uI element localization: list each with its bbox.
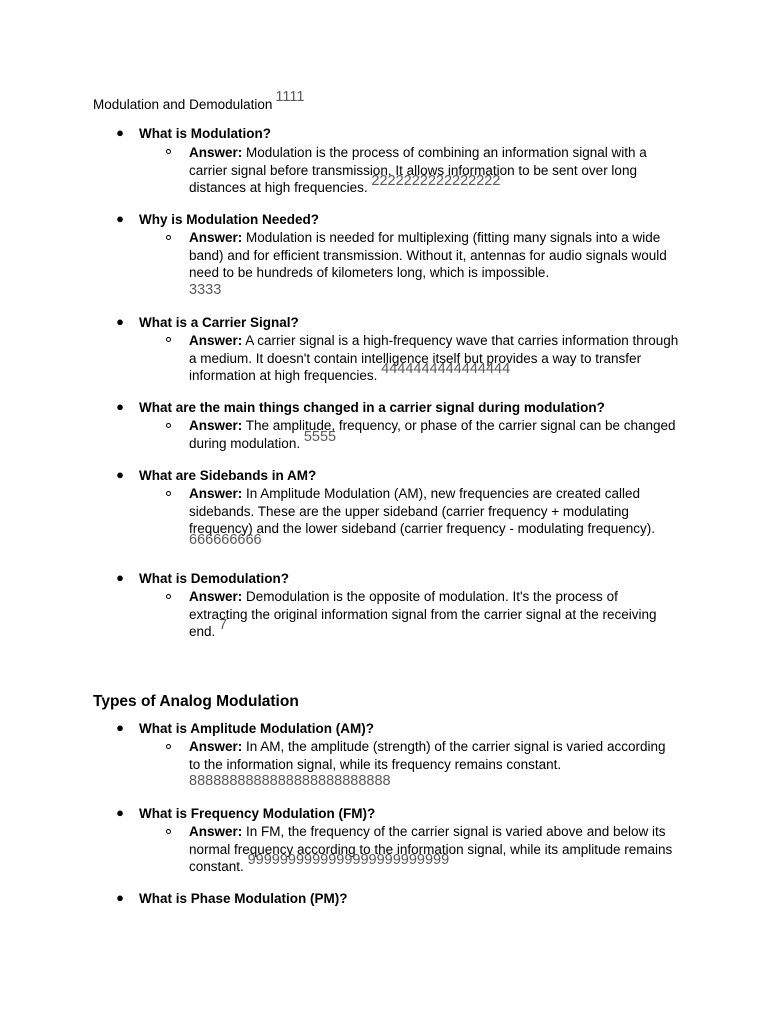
question-heading: What is Demodulation? (139, 571, 289, 586)
answer-paragraph: Answer: In Amplitude Modulation (AM), new frequencies are created called sidebands. These are the upper sideband (carrier frequency + modulating frequency) and the lower sideband (carrier frequency - modulating frequency). 666666666 (189, 486, 655, 548)
bullet-icon: ● (116, 399, 124, 414)
answer-marker: 5555 (303, 428, 337, 445)
document-title: Modulation and Demodulation 1111 (93, 89, 305, 112)
answer-label: Answer: (189, 145, 243, 160)
answer-paragraph: Answer: The amplitude, frequency, or phase of the carrier signal can be changed during modulation. 5555 (189, 418, 676, 451)
answer-paragraph: Answer: Demodulation is the opposite of modulation. It's the process of extracting the original information signal from the carrier signal at the receiving end. 7 (189, 589, 657, 639)
circle-bullet-icon (166, 829, 171, 834)
circle-bullet-icon (166, 337, 171, 342)
bullet-icon: ● (116, 467, 124, 482)
bullet-icon: ● (116, 805, 124, 820)
circle-bullet-icon (166, 744, 171, 749)
answer-paragraph: Answer: Modulation is the process of combining an information signal with a carrier signal before transmission. It allows information to be sent over long distances at high frequencies. 2222222222222222 (189, 145, 647, 195)
circle-bullet-icon (166, 149, 171, 154)
circle-bullet-icon (166, 235, 171, 240)
bullet-icon: ● (116, 314, 124, 329)
circle-bullet-icon (166, 594, 171, 599)
answer-label: Answer: (189, 589, 243, 604)
answer-marker: 3333 (189, 281, 222, 298)
circle-bullet-icon (166, 423, 171, 428)
bullet-icon: ● (116, 570, 124, 585)
section-heading: Types of Analog Modulation (93, 693, 299, 710)
answer-label: Answer: (189, 824, 243, 839)
answer-label: Answer: (189, 333, 243, 348)
circle-bullet-icon (166, 491, 171, 496)
question-heading: What is Amplitude Modulation (AM)? (139, 721, 374, 736)
answer-label: Answer: (189, 486, 243, 501)
question-heading: What are the main things changed in a carrier signal during modulation? (139, 400, 605, 415)
bullet-icon: ● (116, 720, 124, 735)
answer-marker: 9999999999999999999999999 (247, 852, 450, 868)
answer-paragraph: Answer: Modulation is needed for multiplexing (fitting many signals into a wide band) and for efficient transmission. Without it, antennas for audio signals would need to be hundreds of kilometers long, which is impossible. 3333 (189, 229, 679, 299)
answer-paragraph: Answer: In FM, the frequency of the carrier signal is varied above and below its normal frequency according to the information signal, while its amplitude remains constant. 9999999999999999999999999 (189, 824, 673, 874)
answer-marker: 2222222222222222 (371, 173, 501, 189)
answer-marker: 8888888888888888888888888 (189, 773, 391, 789)
answer-label: Answer: (189, 230, 243, 245)
question-heading: What is Modulation? (139, 126, 271, 141)
bullet-icon: ● (116, 125, 124, 140)
question-heading: What are Sidebands in AM? (139, 468, 317, 483)
answer-marker: 666666666 (189, 531, 262, 548)
question-heading: Why is Modulation Needed? (139, 212, 320, 227)
bullet-icon: ● (116, 890, 124, 905)
answer-paragraph: Answer: In AM, the amplitude (strength) of the carrier signal is varied according to the information signal, while its frequency remains constant. 8888888888888888888888888 (189, 738, 679, 791)
title-marker: 1111 (275, 89, 305, 105)
question-heading: What is Phase Modulation (PM)? (139, 891, 348, 906)
answer-label: Answer: (189, 418, 243, 433)
answer-marker: 7 (219, 617, 228, 633)
bullet-icon: ● (116, 211, 124, 226)
answer-paragraph: Answer: A carrier signal is a high-frequency wave that carries information through a medium. It doesn't contain intelligence itself but provides a way to transfer information at high frequencies. 4444444444444444 (189, 333, 679, 383)
answer-marker: 4444444444444444 (381, 361, 511, 377)
answer-label: Answer: (189, 739, 243, 754)
question-heading: What is Frequency Modulation (FM)? (139, 806, 376, 821)
question-heading: What is a Carrier Signal? (139, 315, 299, 330)
